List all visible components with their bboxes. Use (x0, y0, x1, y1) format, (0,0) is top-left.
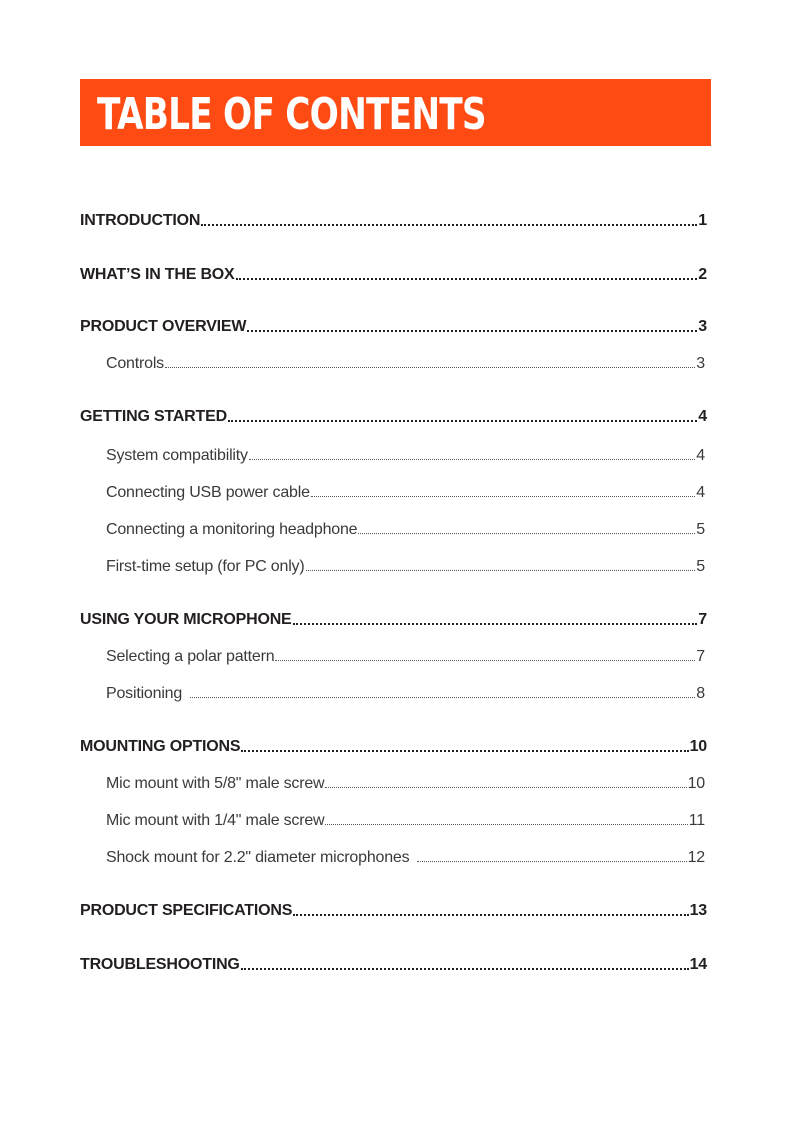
toc-subentry-shock-mount[interactable] (106, 849, 705, 867)
toc-entry-label: System compatibility (106, 447, 248, 464)
toc-entry-page: 14 (689, 956, 707, 973)
dot-leader (236, 266, 698, 284)
toc-entry-page: 8 (696, 685, 705, 702)
toc-entry-page: 5 (696, 558, 705, 575)
dot-leader (228, 408, 697, 426)
toc-entry-whats-in-the-box[interactable] (80, 266, 707, 284)
toc-entry-page: 4 (696, 447, 705, 464)
toc-entry-page: 11 (688, 812, 705, 829)
toc-entry-page: 3 (696, 355, 705, 372)
dot-leader (241, 956, 689, 974)
dot-leader (249, 447, 695, 465)
toc-subentry-positioning[interactable] (106, 685, 705, 703)
toc-entry-introduction[interactable] (80, 212, 707, 230)
toc-subentry-selecting-polar-pattern[interactable] (106, 648, 705, 666)
toc-entry-page: 10 (687, 775, 705, 792)
header-banner (80, 79, 711, 146)
toc-subentry-connecting-usb-power-cable[interactable] (106, 484, 705, 502)
toc-entry-page: 4 (696, 484, 705, 501)
toc-subentry-connecting-monitoring-headphone[interactable] (106, 521, 705, 539)
dot-leader (165, 355, 695, 373)
dot-leader (241, 738, 688, 756)
toc-entry-using-your-microphone[interactable] (80, 611, 707, 629)
dot-leader (325, 812, 687, 830)
page-title: TABLE OF CONTENTS (97, 89, 486, 140)
dot-leader (293, 902, 688, 920)
toc-entry-label: TROUBLESHOOTING (80, 956, 240, 973)
toc-entry-label: Shock mount for 2.2" diameter microphones (106, 849, 410, 866)
toc-subentry-mic-mount-5-8[interactable] (106, 775, 705, 793)
toc-entry-label: Connecting a monitoring headphone (106, 521, 358, 538)
toc-subentry-controls[interactable] (106, 355, 705, 373)
toc-entry-label: INTRODUCTION (80, 212, 201, 229)
toc-subentry-mic-mount-1-4[interactable] (106, 812, 705, 830)
toc-entry-label: GETTING STARTED (80, 408, 227, 425)
dot-leader (247, 318, 697, 336)
toc-entry-label: PRODUCT SPECIFICATIONS (80, 902, 293, 919)
toc-entry-page: 12 (687, 849, 705, 866)
toc-entry-label: PRODUCT OVERVIEW (80, 318, 247, 335)
toc-entry-page: 1 (698, 212, 707, 229)
toc-entry-label: MOUNTING OPTIONS (80, 738, 241, 755)
toc-entry-label: Mic mount with 1/4" male screw (106, 812, 325, 829)
dot-leader (325, 775, 686, 793)
toc-entry-troubleshooting[interactable] (80, 956, 707, 974)
toc-entry-page: 7 (698, 611, 707, 628)
toc-subentry-system-compatibility[interactable] (106, 447, 705, 465)
toc-entry-page: 10 (689, 738, 707, 755)
dot-leader (311, 484, 695, 502)
toc-entry-page: 5 (696, 521, 705, 538)
toc-entry-label: Selecting a polar pattern (106, 648, 275, 665)
dot-leader (201, 212, 697, 230)
toc-entry-label: First-time setup (for PC only) (106, 558, 305, 575)
toc-entry-label: Connecting USB power cable (106, 484, 310, 501)
toc-entry-page: 3 (698, 318, 707, 335)
toc-entry-mounting-options[interactable] (80, 738, 707, 756)
toc-entry-page: 13 (689, 902, 707, 919)
toc-entry-label: Controls (106, 355, 164, 372)
dot-leader (417, 849, 686, 867)
toc-entry-label: Positioning (106, 685, 183, 702)
toc-entry-page: 7 (696, 648, 705, 665)
toc-entry-page: 2 (698, 266, 707, 283)
dot-leader (190, 685, 695, 703)
dot-leader (275, 648, 695, 666)
toc-entry-product-specifications[interactable] (80, 902, 707, 920)
toc-entry-getting-started[interactable] (80, 408, 707, 426)
toc-entry-label: USING YOUR MICROPHONE (80, 611, 292, 628)
toc-entry-page: 4 (698, 408, 707, 425)
dot-leader (358, 521, 695, 539)
toc-subentry-first-time-setup[interactable] (106, 558, 705, 576)
toc-entry-label: Mic mount with 5/8" male screw (106, 775, 325, 792)
toc-entry-label: WHAT’S IN THE BOX (80, 266, 235, 283)
dot-leader (293, 611, 698, 629)
toc-entry-product-overview[interactable] (80, 318, 707, 336)
dot-leader (306, 558, 696, 576)
